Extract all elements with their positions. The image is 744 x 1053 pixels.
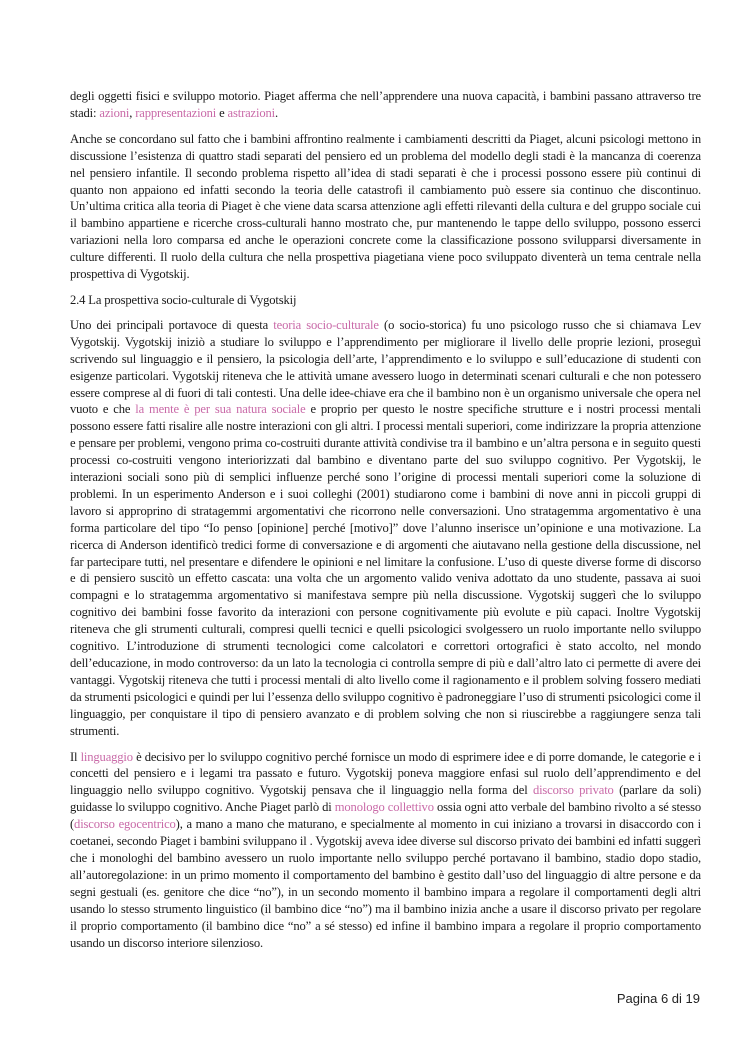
highlighted-term: astrazioni (227, 105, 275, 120)
text-run: e (216, 105, 228, 120)
text-run: . (275, 105, 278, 120)
highlighted-term: discorso egocentrico (74, 817, 176, 832)
paragraph (70, 749, 701, 952)
text-run: , (129, 105, 136, 120)
text-run: ossia ogni atto verbale del bambino rivolto a sé stesso ( (70, 800, 701, 832)
highlighted-term: monologo collettivo (334, 800, 434, 815)
highlighted-term: rappresentazioni (135, 105, 217, 120)
highlighted-term: teoria socio-culturale (273, 317, 379, 332)
document-body (70, 88, 701, 960)
text-run: (o socio-storica) fu uno psicologo russo che si chiamava Lev Vygotskij. Vygotskij iniziò a studiare lo sviluppo e l’apprendimento per migliorare il livello delle proprie lezioni, proseguì scrivendo sul linguaggio e il pensiero, la psicologia dell’arte, l’apprendimento e lo sviluppo e sull’educazione di studenti con esigenze particolari. Vygotskij riteneva che le attività umane avessero luogo in determinati scenari culturali e che non potessero essere comprese al di fuori di tali contesti. Una delle idee-chiave era che il bambino non è un organismo universale che opera nel vuoto e che (70, 317, 701, 417)
page-number: Pagina 6 di 19 (616, 991, 700, 1006)
highlighted-term: linguaggio (80, 749, 133, 764)
text-run: 2.4 La prospettiva socio-culturale di Vygotskij (70, 292, 297, 307)
text-run: (parlare da soli) guidasse lo sviluppo cognitivo. Anche Piaget parlò di (70, 783, 701, 815)
text-run: e proprio per questo le nostre specifiche strutture e i nostri processi mentali possono essere fatti risalire alle nostre interazioni con gli altri. I processi mentali superiori, come indirizzare la propria attenzione e pensare per problemi, vengono prima co-costruiti durante attività condivise tra il bambino e un’altra persona e in seguito questi processi co-costruiti vengono interiorizzati dal bambino e diventano parte del suo sviluppo cognitivo. Per Vygotskij, le interazioni sociali sono più di semplici influenze perché sono l’origine di processi mentali superiori come la soluzione di problemi. In un esperimento Anderson e i suoi colleghi (2001) studiarono come i bambini di nove anni in piccoli gruppi di lavoro si approprino di stratagemmi argomentativi che ricorrono nelle conversazioni. Uno stratagemma argomentativo è una forma particolare del tipo “Io penso [opinione] perché [motivo]” dove l’alunno inserisce un’opinione e una motivazione. La ricerca di Anderson identificò tredici forme di conversazione e di argomenti che aiutavano nella gestione della discussione, nel far partecipare tutti, nel presentare e difendere le opinioni e nel limitare la confusione. L’uso di queste diverse forme di discorso e di pensiero suscitò un effetto cascata: una volta che un argomento valido veniva adottato da uno studente, passava ai suoi compagni e lo stratagemma argomentativo si manifestava sempre più nella discussione. Vygotskij suggerì che lo sviluppo cognitivo dei bambini fosse favorito da interazioni con persone cognitivamente più evolute e più capaci. Inoltre Vygotskij riteneva che gli strumenti culturali, compresi quelli tecnici e quelli psicologici svolgessero un ruolo importante nello sviluppo cognitivo. L’introduzione di strumenti tecnologici come calcolatori e correttori ortografici è stato accolto, nel mondo dell’educazione, in modo controverso: da un lato la tecnologia ci controlla sempre di più e dall’altro lato ci permette di avere dei vantaggi. Vygotskij riteneva che tutti i processi mentali di alto livello come il ragionamento e il problem solving fossero mediati da strumenti psicologici e quindi per lui l’essenza dello sviluppo cognitivo è padroneggiare l’uso di strumenti psicologici come il linguaggio, per conquistare il tipo di pensiero avanzato e di problem solving che non si riuscirebbe a raggiungere senza tali strumenti. (70, 402, 701, 738)
text-run: è decisivo per lo sviluppo cognitivo perché fornisce un modo di esprimere idee e di porre domande, le categorie e i concetti del pensiero e i legami tra passato e futuro. Vygotskij poneva maggiore enfasi sul ruolo dell’apprendimento e del linguaggio nello sviluppo cognitivo. Vygotskij pensava che il linguaggio nella forma del (70, 749, 701, 798)
section-heading (70, 292, 701, 309)
highlighted-term: la mente è per sua natura sociale (135, 402, 306, 417)
text-run: Il (70, 749, 81, 764)
paragraph (70, 131, 701, 283)
text-run: Uno dei principali portavoce di questa (70, 317, 274, 332)
highlighted-term: azioni (99, 105, 130, 120)
paragraph (70, 317, 701, 740)
highlighted-term: discorso privato (532, 783, 614, 798)
text-run: ), a mano a mano che maturano, e specialmente al momento in cui iniziano a trovarsi in disaccordo con i coetanei, secondo Piaget i bambini sviluppano il . Vygotskij aveva idee diverse sul discorso privato dei bambini ed infatti suggerì che i monologhi del bambino avessero un ruolo importante nello sviluppo perché portavano il bambino, stadio dopo stadio, all’autoregolazione: in un primo momento il comportamento del bambino è gestito dall’uso del linguaggio di altre persone e da segni gestuali (es. genitore che dice “no”), in un secondo momento il bambino impara a regolare il comportamenti degli altri usando lo stesso strumento linguistico (il bambino dice “no”) ma il bambino inizia anche a usare il discorso privato per regolare il proprio comportamento (il bambino dice “no” a sé stesso) ed infine il bambino impara a regolare il proprio comportamento usando un discorso interiore silenzioso. (70, 817, 702, 950)
paragraph (70, 88, 701, 122)
text-run: Anche se concordano sul fatto che i bambini affrontino realmente i cambiamenti descritti da Piaget, alcuni psicologi mettono in discussione l’esistenza di quattro stadi separati del pensiero ed un problema del modello degli stadi è la mancanza di coerenza nel pensiero infantile. Il secondo problema rispetto all’idea di stadi separati è che i processi possono essere più continui di quanto non appaiono ed infatti secondo la teoria delle catastrofi il cambiamento può essere sia continuo che discontinuo. Un’ultima critica alla teoria di Piaget è che viene data scarsa attenzione agli effetti rilevanti della cultura e del gruppo sociale cui il bambino appartiene e ricerche cross-culturali hanno mostrato che, pur mantenendo le tappe dello sviluppo, possono esserci variazioni nella loro comparsa ed anche le operazioni concrete come la classificazione possono svilupparsi diversamente in culture differenti. Il ruolo della cultura che nella prospettiva piagetiana viene poco sviluppato diventerà un tema centrale nella prospettiva di Vygotskij. (70, 131, 701, 282)
text-run: degli oggetti fisici e sviluppo motorio. Piaget afferma che nell’apprendere una nuova capacità, i bambini passano attraverso tre stadi: (70, 89, 701, 120)
